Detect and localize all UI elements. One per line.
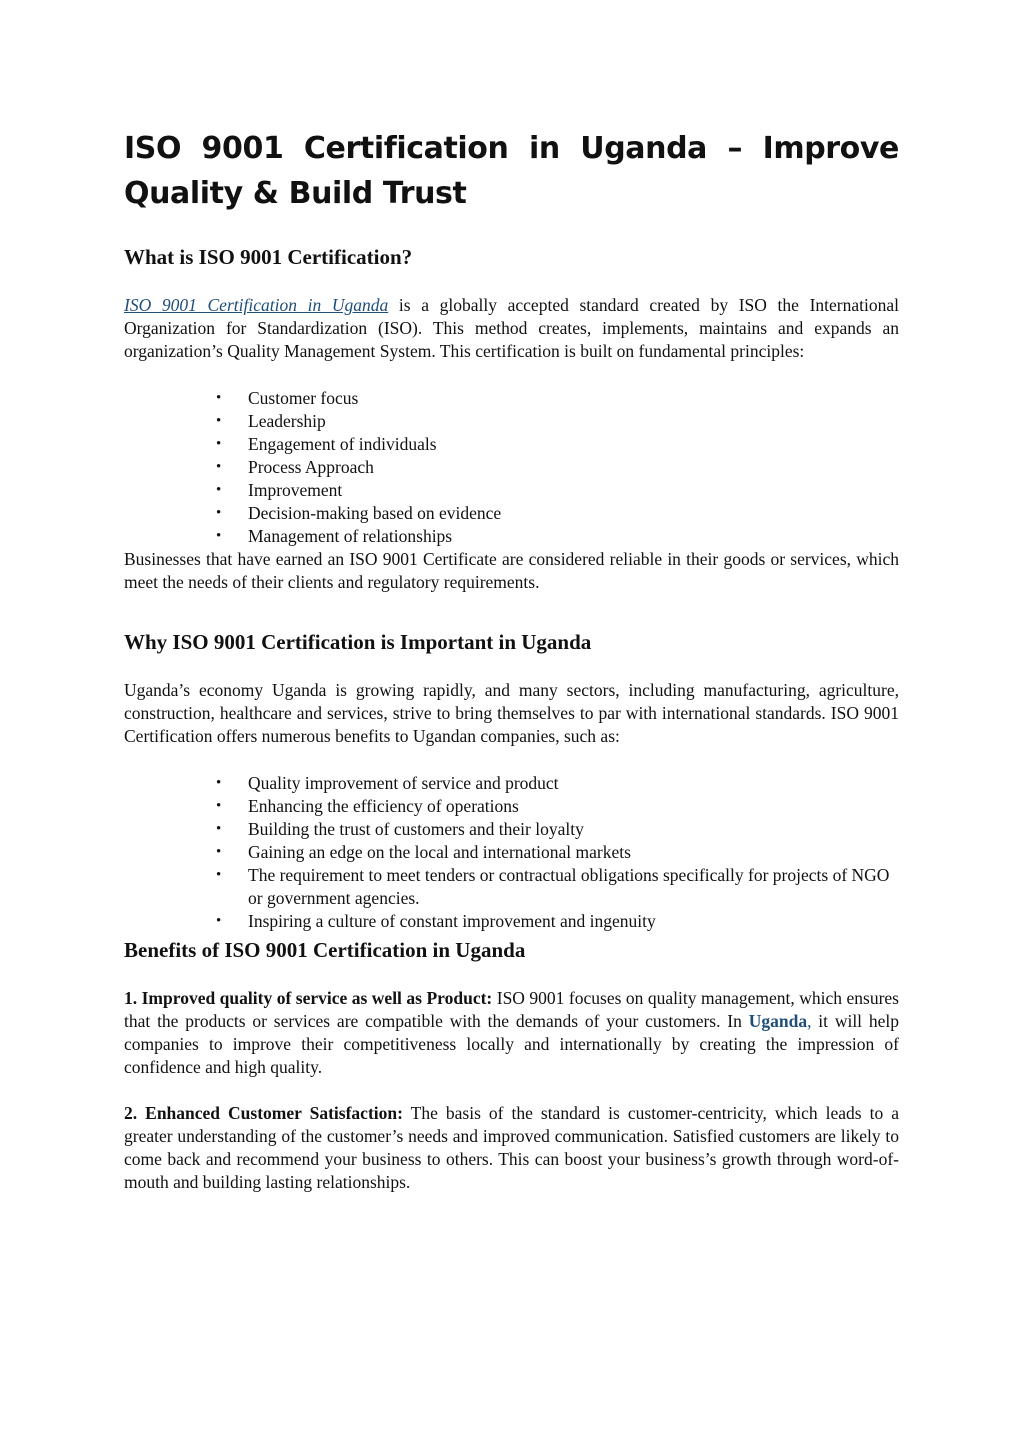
why-paragraph: Uganda’s economy Uganda is growing rapidly, and many sectors, including manufacturing, agriculture, construction, healthcare and services, strive to bring themselves to par with international standards. ISO 9001 Certification offers numerous benefits to Ugandan companies, such as:: [124, 680, 899, 746]
list-item: • Inspiring a culture of constant improvement and ingenuity: [124, 910, 899, 933]
benefits-heading: Benefits of ISO 9001 Certification in Uganda: [124, 938, 526, 962]
list-item: • Quality improvement of service and product: [124, 772, 899, 795]
document-title: [124, 126, 899, 216]
list-item: • Management of relationships: [124, 525, 899, 548]
benefit-2-label: 2. Enhanced Customer Satisfaction:: [124, 1103, 403, 1123]
list-item: • Enhancing the efficiency of operations: [124, 795, 899, 818]
benefit-1-comma: ,: [807, 1011, 812, 1031]
list-item: • Building the trust of customers and their loyalty: [124, 818, 899, 841]
list-item: • Customer focus: [124, 387, 899, 410]
what-is-iso-heading: What is ISO 9001 Certification?: [124, 245, 413, 269]
document-title-line-2: Quality & Build Trust: [124, 176, 467, 211]
benefit-1-label: 1. Improved quality of service as well as Product:: [124, 988, 493, 1008]
document-title-line-1: ISO 9001 Certification in Uganda – Improve: [124, 131, 899, 166]
list-item: • Decision-making based on evidence: [124, 502, 899, 525]
document-page: [124, 126, 899, 1194]
why-important-heading: Why ISO 9001 Certification is Important in Uganda: [124, 630, 592, 654]
benefit-2-paragraph: [124, 1102, 899, 1194]
list-item: • Improvement: [124, 479, 899, 502]
principles-list: [124, 387, 899, 548]
iso-9001-uganda-link[interactable]: ISO 9001 Certification in Uganda: [124, 295, 389, 315]
intro-paragraph-text: is a globally accepted standard created by ISO the International Organization for Standardization (ISO). This method creates, implements, maintains and expands an organization’s Quality Management System. This certification is built on fundamental principles:: [124, 295, 899, 361]
benefits-list: [124, 772, 899, 933]
benefit-1-paragraph: [124, 987, 899, 1079]
uganda-link[interactable]: Uganda: [748, 1011, 808, 1031]
list-item: • Process Approach: [124, 456, 899, 479]
list-item: • The requirement to meet tenders or contractual obligations specifically for projects of NGO or government agencies.: [124, 864, 899, 910]
benefit-1-text-b: it will help companies to improve their competitiveness locally and internationally by creating the impression of confidence and high quality.: [124, 1011, 899, 1077]
benefit-2-text: The basis of the standard is customer-centricity, which leads to a greater understanding of the customer’s needs and improved communication. Satisfied customers are likely to come back and recommend your business to others. This can boost your business’s growth through word-of-mouth and building lasting relationships.: [124, 1103, 899, 1192]
closing-paragraph: Businesses that have earned an ISO 9001 Certificate are considered reliable in their goods or services, which meet the needs of their clients and regulatory requirements.: [124, 549, 899, 592]
list-item: • Leadership: [124, 410, 899, 433]
benefit-1-text-a: ISO 9001 focuses on quality management, which ensures that the products or services are compatible with the demands of your customers. In: [124, 988, 899, 1031]
list-item: • Engagement of individuals: [124, 433, 899, 456]
intro-paragraph: [124, 294, 899, 363]
list-item: • Gaining an edge on the local and international markets: [124, 841, 899, 864]
